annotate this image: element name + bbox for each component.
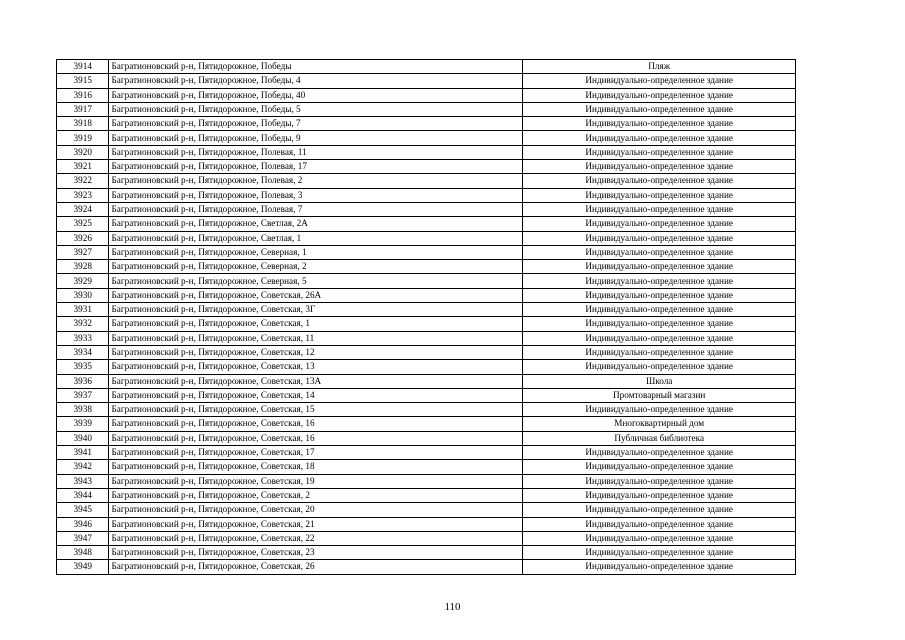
object-type-cell: Индивидуально-определенное здание	[523, 74, 796, 88]
object-type-cell: Индивидуально-определенное здание	[523, 560, 796, 574]
table-row	[57, 503, 796, 517]
table-row	[57, 446, 796, 460]
address-cell: Багратионовский р-н, Пятидорожное, Светлая, 1	[109, 231, 523, 245]
object-type-cell: Индивидуально-определенное здание	[523, 474, 796, 488]
address-cell: Багратионовский р-н, Пятидорожное, Полевая, 11	[109, 145, 523, 159]
address-cell: Багратионовский р-н, Пятидорожное, Победы, 4	[109, 74, 523, 88]
object-type-cell: Индивидуально-определенное здание	[523, 260, 796, 274]
object-type-cell: Индивидуально-определенное здание	[523, 446, 796, 460]
object-type-cell: Индивидуально-определенное здание	[523, 317, 796, 331]
object-type-cell: Индивидуально-определенное здание	[523, 488, 796, 502]
row-number-cell: 3949	[57, 560, 109, 574]
address-cell: Багратионовский р-н, Пятидорожное, Советская, 22	[109, 531, 523, 545]
object-type-cell: Индивидуально-определенное здание	[523, 274, 796, 288]
address-cell: Багратионовский р-н, Пятидорожное, Советская, 3Г	[109, 303, 523, 317]
object-type-cell: Индивидуально-определенное здание	[523, 102, 796, 116]
table-row	[57, 74, 796, 88]
object-type-cell: Индивидуально-определенное здание	[523, 531, 796, 545]
table-row	[57, 460, 796, 474]
row-number-cell: 3947	[57, 531, 109, 545]
table-row	[57, 345, 796, 359]
row-number-cell: 3938	[57, 403, 109, 417]
row-number-cell: 3917	[57, 102, 109, 116]
object-type-cell: Индивидуально-определенное здание	[523, 503, 796, 517]
table-row	[57, 174, 796, 188]
address-table	[56, 59, 796, 575]
address-cell: Багратионовский р-н, Пятидорожное, Победы, 40	[109, 88, 523, 102]
object-type-cell: Пляж	[523, 60, 796, 74]
table-row	[57, 88, 796, 102]
row-number-cell: 3915	[57, 74, 109, 88]
address-cell: Багратионовский р-н, Пятидорожное, Советская, 13	[109, 360, 523, 374]
table-row	[57, 131, 796, 145]
address-cell: Багратионовский р-н, Пятидорожное, Советская, 2	[109, 488, 523, 502]
address-cell: Багратионовский р-н, Пятидорожное, Советская, 19	[109, 474, 523, 488]
table-row	[57, 546, 796, 560]
table-body	[57, 60, 796, 575]
table-row	[57, 531, 796, 545]
object-type-cell: Промтоварный магазин	[523, 388, 796, 402]
table-row	[57, 231, 796, 245]
table-row	[57, 160, 796, 174]
object-type-cell: Индивидуально-определенное здание	[523, 88, 796, 102]
row-number-cell: 3916	[57, 88, 109, 102]
row-number-cell: 3928	[57, 260, 109, 274]
row-number-cell: 3930	[57, 288, 109, 302]
table-row	[57, 474, 796, 488]
object-type-cell: Индивидуально-определенное здание	[523, 403, 796, 417]
address-cell: Багратионовский р-н, Пятидорожное, Северная, 1	[109, 245, 523, 259]
object-type-cell: Индивидуально-определенное здание	[523, 202, 796, 216]
object-type-cell: Индивидуально-определенное здание	[523, 288, 796, 302]
table-row	[57, 260, 796, 274]
object-type-cell: Индивидуально-определенное здание	[523, 546, 796, 560]
row-number-cell: 3943	[57, 474, 109, 488]
address-cell: Багратионовский р-н, Пятидорожное, Северная, 2	[109, 260, 523, 274]
address-cell: Багратионовский р-н, Пятидорожное, Советская, 16	[109, 417, 523, 431]
object-type-cell: Индивидуально-определенное здание	[523, 245, 796, 259]
address-cell: Багратионовский р-н, Пятидорожное, Северная, 5	[109, 274, 523, 288]
object-type-cell: Публичная библиотека	[523, 431, 796, 445]
table-row	[57, 202, 796, 216]
address-cell: Багратионовский р-н, Пятидорожное, Советская, 18	[109, 460, 523, 474]
address-cell: Багратионовский р-н, Пятидорожное, Победы	[109, 60, 523, 74]
row-number-cell: 3914	[57, 60, 109, 74]
table-row	[57, 274, 796, 288]
object-type-cell: Школа	[523, 374, 796, 388]
table-row	[57, 60, 796, 74]
table-row	[57, 145, 796, 159]
row-number-cell: 3942	[57, 460, 109, 474]
row-number-cell: 3940	[57, 431, 109, 445]
object-type-cell: Индивидуально-определенное здание	[523, 145, 796, 159]
row-number-cell: 3931	[57, 303, 109, 317]
row-number-cell: 3920	[57, 145, 109, 159]
row-number-cell: 3941	[57, 446, 109, 460]
address-cell: Багратионовский р-н, Пятидорожное, Советская, 14	[109, 388, 523, 402]
row-number-cell: 3946	[57, 517, 109, 531]
object-type-cell: Индивидуально-определенное здание	[523, 460, 796, 474]
table-row	[57, 388, 796, 402]
page-number: 110	[444, 601, 461, 613]
object-type-cell: Индивидуально-определенное здание	[523, 331, 796, 345]
object-type-cell: Индивидуально-определенное здание	[523, 117, 796, 131]
address-cell: Багратионовский р-н, Пятидорожное, Советская, 26А	[109, 288, 523, 302]
table-row	[57, 331, 796, 345]
address-cell: Багратионовский р-н, Пятидорожное, Полевая, 2	[109, 174, 523, 188]
object-type-cell: Индивидуально-определенное здание	[523, 131, 796, 145]
object-type-cell: Индивидуально-определенное здание	[523, 160, 796, 174]
address-cell: Багратионовский р-н, Пятидорожное, Полевая, 17	[109, 160, 523, 174]
row-number-cell: 3929	[57, 274, 109, 288]
address-cell: Багратионовский р-н, Пятидорожное, Полевая, 7	[109, 202, 523, 216]
table-row	[57, 517, 796, 531]
address-cell: Багратионовский р-н, Пятидорожное, Светлая, 2А	[109, 217, 523, 231]
row-number-cell: 3918	[57, 117, 109, 131]
row-number-cell: 3945	[57, 503, 109, 517]
table-row	[57, 403, 796, 417]
row-number-cell: 3935	[57, 360, 109, 374]
table-row	[57, 117, 796, 131]
row-number-cell: 3919	[57, 131, 109, 145]
address-cell: Багратионовский р-н, Пятидорожное, Победы, 9	[109, 131, 523, 145]
table-row	[57, 431, 796, 445]
address-cell: Багратионовский р-н, Пятидорожное, Советская, 12	[109, 345, 523, 359]
row-number-cell: 3924	[57, 202, 109, 216]
object-type-cell: Индивидуально-определенное здание	[523, 217, 796, 231]
table-row	[57, 303, 796, 317]
table-row	[57, 317, 796, 331]
address-cell: Багратионовский р-н, Пятидорожное, Советская, 23	[109, 546, 523, 560]
address-cell: Багратионовский р-н, Пятидорожное, Советская, 26	[109, 560, 523, 574]
address-cell: Багратионовский р-н, Пятидорожное, Советская, 11	[109, 331, 523, 345]
row-number-cell: 3937	[57, 388, 109, 402]
row-number-cell: 3933	[57, 331, 109, 345]
object-type-cell: Индивидуально-определенное здание	[523, 188, 796, 202]
address-cell: Багратионовский р-н, Пятидорожное, Советская, 13А	[109, 374, 523, 388]
table-row	[57, 288, 796, 302]
table-row	[57, 245, 796, 259]
address-cell: Багратионовский р-н, Пятидорожное, Победы, 5	[109, 102, 523, 116]
object-type-cell: Многоквартирный дом	[523, 417, 796, 431]
table-row	[57, 560, 796, 574]
address-cell: Багратионовский р-н, Пятидорожное, Полевая, 3	[109, 188, 523, 202]
row-number-cell: 3948	[57, 546, 109, 560]
table-row	[57, 360, 796, 374]
address-cell: Багратионовский р-н, Пятидорожное, Победы, 7	[109, 117, 523, 131]
address-cell: Багратионовский р-н, Пятидорожное, Советская, 15	[109, 403, 523, 417]
row-number-cell: 3939	[57, 417, 109, 431]
object-type-cell: Индивидуально-определенное здание	[523, 231, 796, 245]
object-type-cell: Индивидуально-определенное здание	[523, 303, 796, 317]
table-row	[57, 188, 796, 202]
row-number-cell: 3922	[57, 174, 109, 188]
address-cell: Багратионовский р-н, Пятидорожное, Советская, 1	[109, 317, 523, 331]
object-type-cell: Индивидуально-определенное здание	[523, 360, 796, 374]
address-cell: Багратионовский р-н, Пятидорожное, Советская, 21	[109, 517, 523, 531]
row-number-cell: 3927	[57, 245, 109, 259]
table-row	[57, 217, 796, 231]
row-number-cell: 3944	[57, 488, 109, 502]
object-type-cell: Индивидуально-определенное здание	[523, 174, 796, 188]
row-number-cell: 3936	[57, 374, 109, 388]
row-number-cell: 3926	[57, 231, 109, 245]
row-number-cell: 3932	[57, 317, 109, 331]
table-row	[57, 488, 796, 502]
address-cell: Багратионовский р-н, Пятидорожное, Советская, 20	[109, 503, 523, 517]
row-number-cell: 3921	[57, 160, 109, 174]
address-cell: Багратионовский р-н, Пятидорожное, Советская, 16	[109, 431, 523, 445]
row-number-cell: 3934	[57, 345, 109, 359]
address-cell: Багратионовский р-н, Пятидорожное, Советская, 17	[109, 446, 523, 460]
row-number-cell: 3923	[57, 188, 109, 202]
table-row	[57, 417, 796, 431]
table-row	[57, 102, 796, 116]
row-number-cell: 3925	[57, 217, 109, 231]
object-type-cell: Индивидуально-определенное здание	[523, 345, 796, 359]
table-row	[57, 374, 796, 388]
object-type-cell: Индивидуально-определенное здание	[523, 517, 796, 531]
